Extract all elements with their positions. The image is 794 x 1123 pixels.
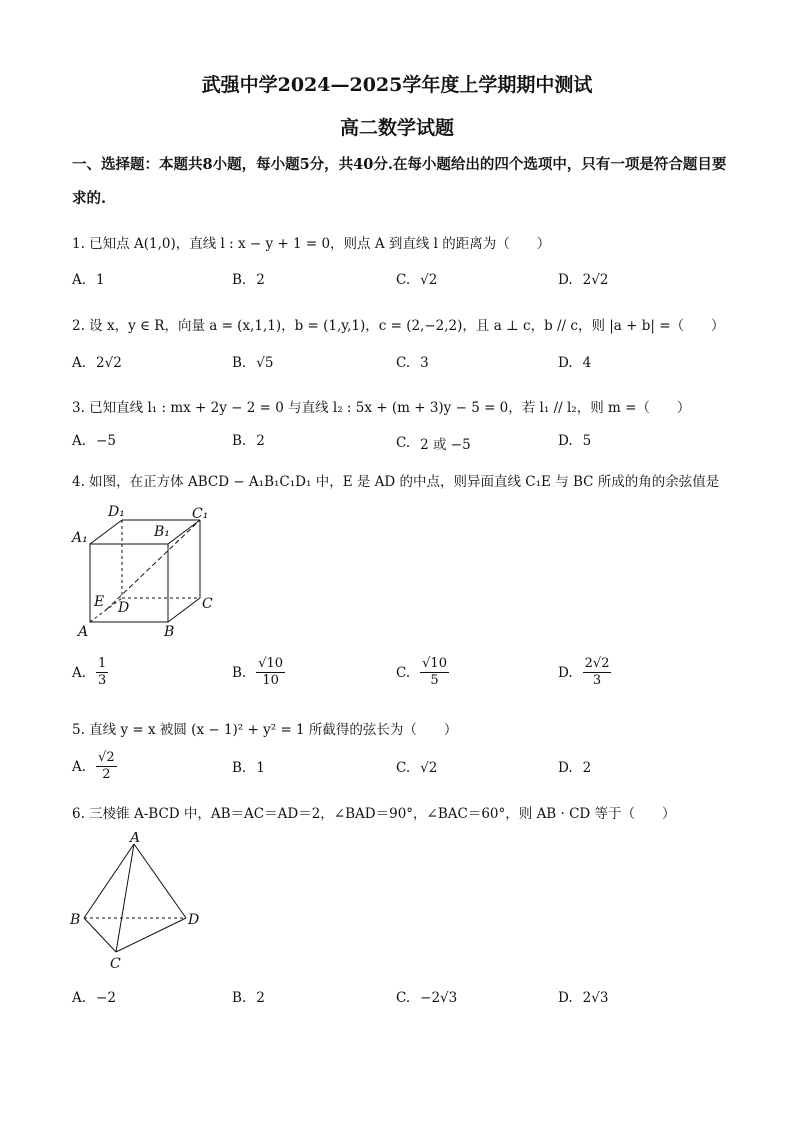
- q1-option-d: D. 2√2: [558, 272, 609, 288]
- q4-option-d: D. $\frac{2√2}{3}$: [558, 656, 610, 688]
- edge-bc: [168, 598, 200, 622]
- question-2-stem: 2. 设 x，y ∈ R，向量 a = (x,1,1)，b = (1,y,1)，c = (2,−2,2)，且 a ⊥ c，b // c，则 |a + b| =（ ）: [72, 318, 725, 334]
- q6-option-a: A. −2: [72, 990, 116, 1006]
- edge-cd: [116, 918, 186, 952]
- label-b: B: [164, 624, 175, 640]
- q3-option-a: A. −5: [72, 433, 116, 449]
- tetrahedron-figure: [66, 832, 216, 972]
- label-d: D: [118, 600, 130, 616]
- q3-option-b: B. 2: [232, 433, 265, 449]
- label-a: A: [78, 624, 89, 640]
- q4-option-a: A. $\frac{1}{3}$: [72, 656, 107, 688]
- q3-option-c: C. 2 或 −5: [396, 435, 471, 453]
- q3-option-d: D. 5: [558, 433, 592, 449]
- question-6-stem: 6. 三棱锥 A-BCD 中，AB＝AC＝AD＝2，∠BAD＝90°，∠BAC＝60°，则 AB · CD 等于（ ）: [72, 806, 676, 822]
- q2-option-d: D. 4: [558, 355, 592, 371]
- q1-option-b: B. 2: [232, 272, 265, 288]
- q6-option-c: C. −2√3: [396, 990, 458, 1006]
- edge-b1c1: [168, 520, 200, 544]
- question-3-stem: 3. 已知直线 l₁ : mx + 2y − 2 = 0 与直线 l₂ : 5x + (m + 3)y − 5 = 0，若 l₁ // l₂，则 m =（ ）: [72, 400, 691, 416]
- cube-figure: [70, 500, 230, 642]
- q5-option-a: A. $\frac{√2}{2}$: [72, 750, 115, 782]
- edge-a1d1: [90, 520, 122, 544]
- segment-c1e: [106, 520, 200, 610]
- edge-ad: [134, 844, 186, 918]
- edge-ac: [116, 844, 134, 952]
- question-5-stem: 5. 直线 y = x 被圆 (x − 1)² + y² = 1 所截得的弦长为（ ）: [72, 722, 458, 738]
- label-c1: C₁: [192, 506, 209, 522]
- q5-option-b: B. 1: [232, 760, 265, 776]
- q5-option-d: D. 2: [558, 760, 592, 776]
- q2-option-b: B. √5: [232, 355, 274, 371]
- label-a: A: [130, 832, 141, 846]
- q1-option-a: A. 1: [72, 272, 105, 288]
- label-a1: A₁: [72, 530, 88, 546]
- q2-option-a: A. 2√2: [72, 355, 122, 371]
- q2-option-c: C. 3: [396, 355, 429, 371]
- q6-option-b: B. 2: [232, 990, 265, 1006]
- label-b: B: [70, 912, 81, 928]
- exam-title: 武强中学2024—2025学年度上学期期中测试: [201, 74, 593, 96]
- question-1-stem: 1. 已知点 A(1,0)，直线 l : x − y + 1 = 0，则点 A 到直线 l 的距离为（ ）: [72, 236, 551, 252]
- exam-subtitle: 高二数学试题: [339, 117, 454, 139]
- label-d1: D₁: [108, 504, 125, 520]
- label-b1: B₁: [154, 524, 170, 540]
- label-e: E: [94, 594, 105, 610]
- q4-option-c: C. $\frac{√10}{5}$: [396, 656, 447, 688]
- question-4-stem: 4. 如图，在正方体 ABCD − A₁B₁C₁D₁ 中，E 是 AD 的中点，则异面直线 C₁E 与 BC 所成的角的余弦值是: [72, 474, 720, 490]
- section-heading: 一、选择题：本题共8小题，每小题5分，共40分.在每小题给出的四个选项中，只有一项是符合题目要求的.: [72, 156, 727, 207]
- edge-ab: [84, 844, 134, 918]
- q4-option-b: B. $\frac{√10}{10}$: [232, 656, 284, 688]
- edge-bc: [84, 918, 116, 952]
- label-c: C: [110, 956, 121, 972]
- q5-option-c: C. √2: [396, 760, 438, 776]
- label-d: D: [188, 912, 200, 928]
- label-c: C: [202, 596, 213, 612]
- q1-option-c: C. √2: [396, 272, 438, 288]
- q6-option-d: D. 2√3: [558, 990, 609, 1006]
